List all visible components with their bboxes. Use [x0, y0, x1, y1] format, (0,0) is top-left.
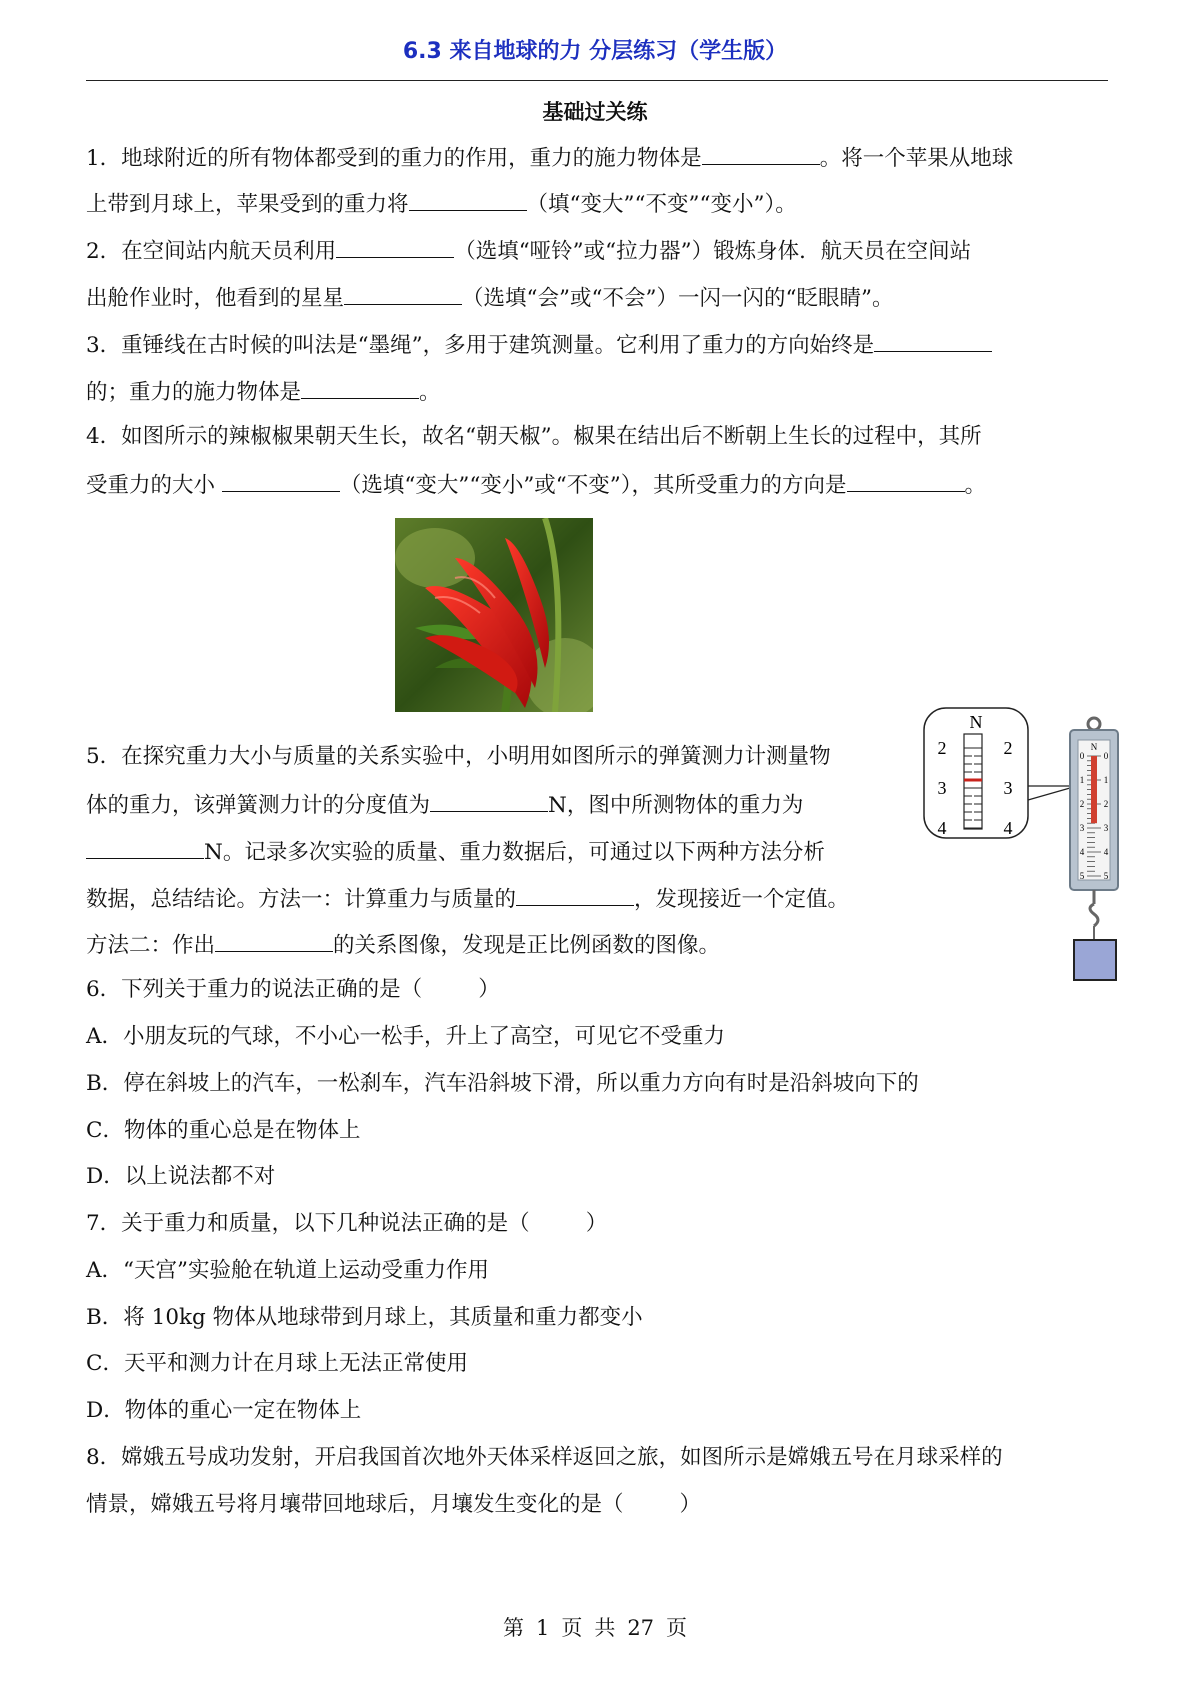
- q1-line-1: 1．地球附近的所有物体都受到的重力的作用，重力的施力物体是 。将一个苹果从地球: [86, 142, 1013, 174]
- page-total: 27: [627, 1616, 655, 1640]
- body-tick-label: 3: [1079, 823, 1085, 833]
- q6-option-d[interactable]: D．以上说法都不对: [86, 1164, 276, 1189]
- q6-option-c[interactable]: C．物体的重心总是在物体上: [86, 1118, 361, 1143]
- q7-option-a[interactable]: A．“天宫”实验舱在轨道上运动受重力作用: [86, 1258, 490, 1283]
- body-tick-label: 3: [1103, 823, 1109, 833]
- answer-blank[interactable]: [86, 836, 204, 859]
- answer-blank[interactable]: [215, 929, 333, 952]
- q6-stem: 6．下列关于重力的说法正确的是（ ）: [86, 977, 500, 1002]
- q6-option-a[interactable]: A．小朋友玩的气球，不小心一松手，升上了高空，可见它不受重力: [86, 1024, 726, 1049]
- body-tick-label: 1: [1103, 775, 1109, 785]
- scale-indicator: [1091, 756, 1097, 823]
- zoom-tick-label: 3: [937, 778, 947, 798]
- chili-pepper-photo: [395, 518, 593, 712]
- answer-blank[interactable]: [301, 376, 419, 399]
- title-divider: [86, 80, 1108, 81]
- q3-line-1: 3．重锤线在古时候的叫法是“墨绳”，多用于建筑测量。它利用了重力的方向始终是: [86, 329, 992, 361]
- section-heading: 基础过关练: [542, 100, 648, 124]
- answer-blank[interactable]: [847, 469, 965, 492]
- zoom-tick-label: 3: [1003, 778, 1013, 798]
- zoom-tick-label: 2: [937, 738, 947, 758]
- answer-blank[interactable]: [336, 235, 454, 258]
- q4-line-2: 受重力的大小 （选填“变大”“变小”或“不变”），其所受重力的方向是 。: [86, 469, 986, 501]
- body-tick-label: 4: [1079, 847, 1085, 857]
- body-tick-label: 5: [1079, 871, 1085, 881]
- answer-blank[interactable]: [702, 142, 820, 165]
- q7-option-c[interactable]: C．天平和测力计在月球上无法正常使用: [86, 1351, 468, 1376]
- answer-blank[interactable]: [222, 469, 340, 492]
- zoom-tick-label: 4: [937, 818, 947, 838]
- q5-line-4: 数据，总结结论。方法一：计算重力与质量的 ，发现接近一个定值。: [86, 883, 849, 915]
- q2-line-2: 出舱作业时，他看到的星星 （选填“会”或“不会”）一闪一闪的“眨眼睛”。: [86, 282, 893, 314]
- body-tick-label: 4: [1103, 847, 1109, 857]
- body-tick-label: 0: [1079, 751, 1085, 761]
- weight-block: [1074, 940, 1116, 980]
- q8-line-2: 情景，嫦娥五号将月壤带回地球后，月壤发生变化的是（ ）: [86, 1492, 702, 1517]
- zoom-tick-label: 4: [1003, 818, 1013, 838]
- q1-line-2: 上带到月球上，苹果受到的重力将 （填“变大”“不变”“变小”）。: [86, 188, 797, 220]
- body-tick-label: 0: [1103, 751, 1109, 761]
- q6-option-b[interactable]: B．停在斜坡上的汽车，一松刹车，汽车沿斜坡下滑，所以重力方向有时是沿斜坡向下的: [86, 1071, 919, 1096]
- body-unit-label: N: [1090, 742, 1098, 752]
- q4-line-1: 4．如图所示的辣椒椒果朝天生长，故名“朝天椒”。椒果在结出后不断朝上生长的过程中，其所: [86, 424, 982, 449]
- answer-blank[interactable]: [874, 329, 992, 352]
- scale-hook: [1090, 904, 1098, 926]
- body-tick-label: 1: [1079, 775, 1085, 785]
- q5-line-2: 体的重力，该弹簧测力计的分度值为 N，图中所测物体的重力为: [86, 789, 803, 821]
- q7-option-d[interactable]: D．物体的重心一定在物体上: [86, 1398, 362, 1423]
- q3-line-2: 的；重力的施力物体是 。: [86, 376, 441, 408]
- q2-line-1: 2．在空间站内航天员利用 （选填“哑铃”或“拉力器”）锻炼身体．航天员在空间站: [86, 235, 971, 267]
- zoom-tick-label: 2: [1003, 738, 1013, 758]
- answer-blank[interactable]: [516, 883, 634, 906]
- page-number: 1: [535, 1616, 550, 1640]
- q5-line-1: 5．在探究重力大小与质量的关系实验中，小明用如图所示的弹簧测力计测量物: [86, 744, 831, 769]
- body-tick-label: 5: [1103, 871, 1109, 881]
- q7-option-b[interactable]: B．将 10kg 物体从地球带到月球上，其质量和重力都变小: [86, 1305, 643, 1330]
- q8-line-1: 8．嫦娥五号成功发射，开启我国首次地外天体采样返回之旅，如图所示是嫦娥五号在月球采样的: [86, 1445, 1003, 1470]
- body-tick-label: 2: [1103, 799, 1109, 809]
- q5-line-3: N。记录多次实验的质量、重力数据后，可通过以下两种方法分析: [86, 836, 825, 868]
- answer-blank[interactable]: [344, 282, 462, 305]
- scale-unit-label: N: [969, 712, 983, 732]
- page-title: 6.3 来自地球的力 分层练习（学生版）: [402, 39, 788, 64]
- page-footer: 第 1 页 共 27 页: [502, 1616, 688, 1640]
- q7-stem: 7．关于重力和质量，以下几种说法正确的是（ ）: [86, 1211, 608, 1236]
- spring-scale-figure: [920, 704, 1120, 994]
- q5-line-5: 方法二：作出 的关系图像，发现是正比例函数的图像。: [86, 929, 720, 961]
- answer-blank[interactable]: [409, 188, 527, 211]
- answer-blank[interactable]: [430, 789, 548, 812]
- body-tick-label: 2: [1079, 799, 1085, 809]
